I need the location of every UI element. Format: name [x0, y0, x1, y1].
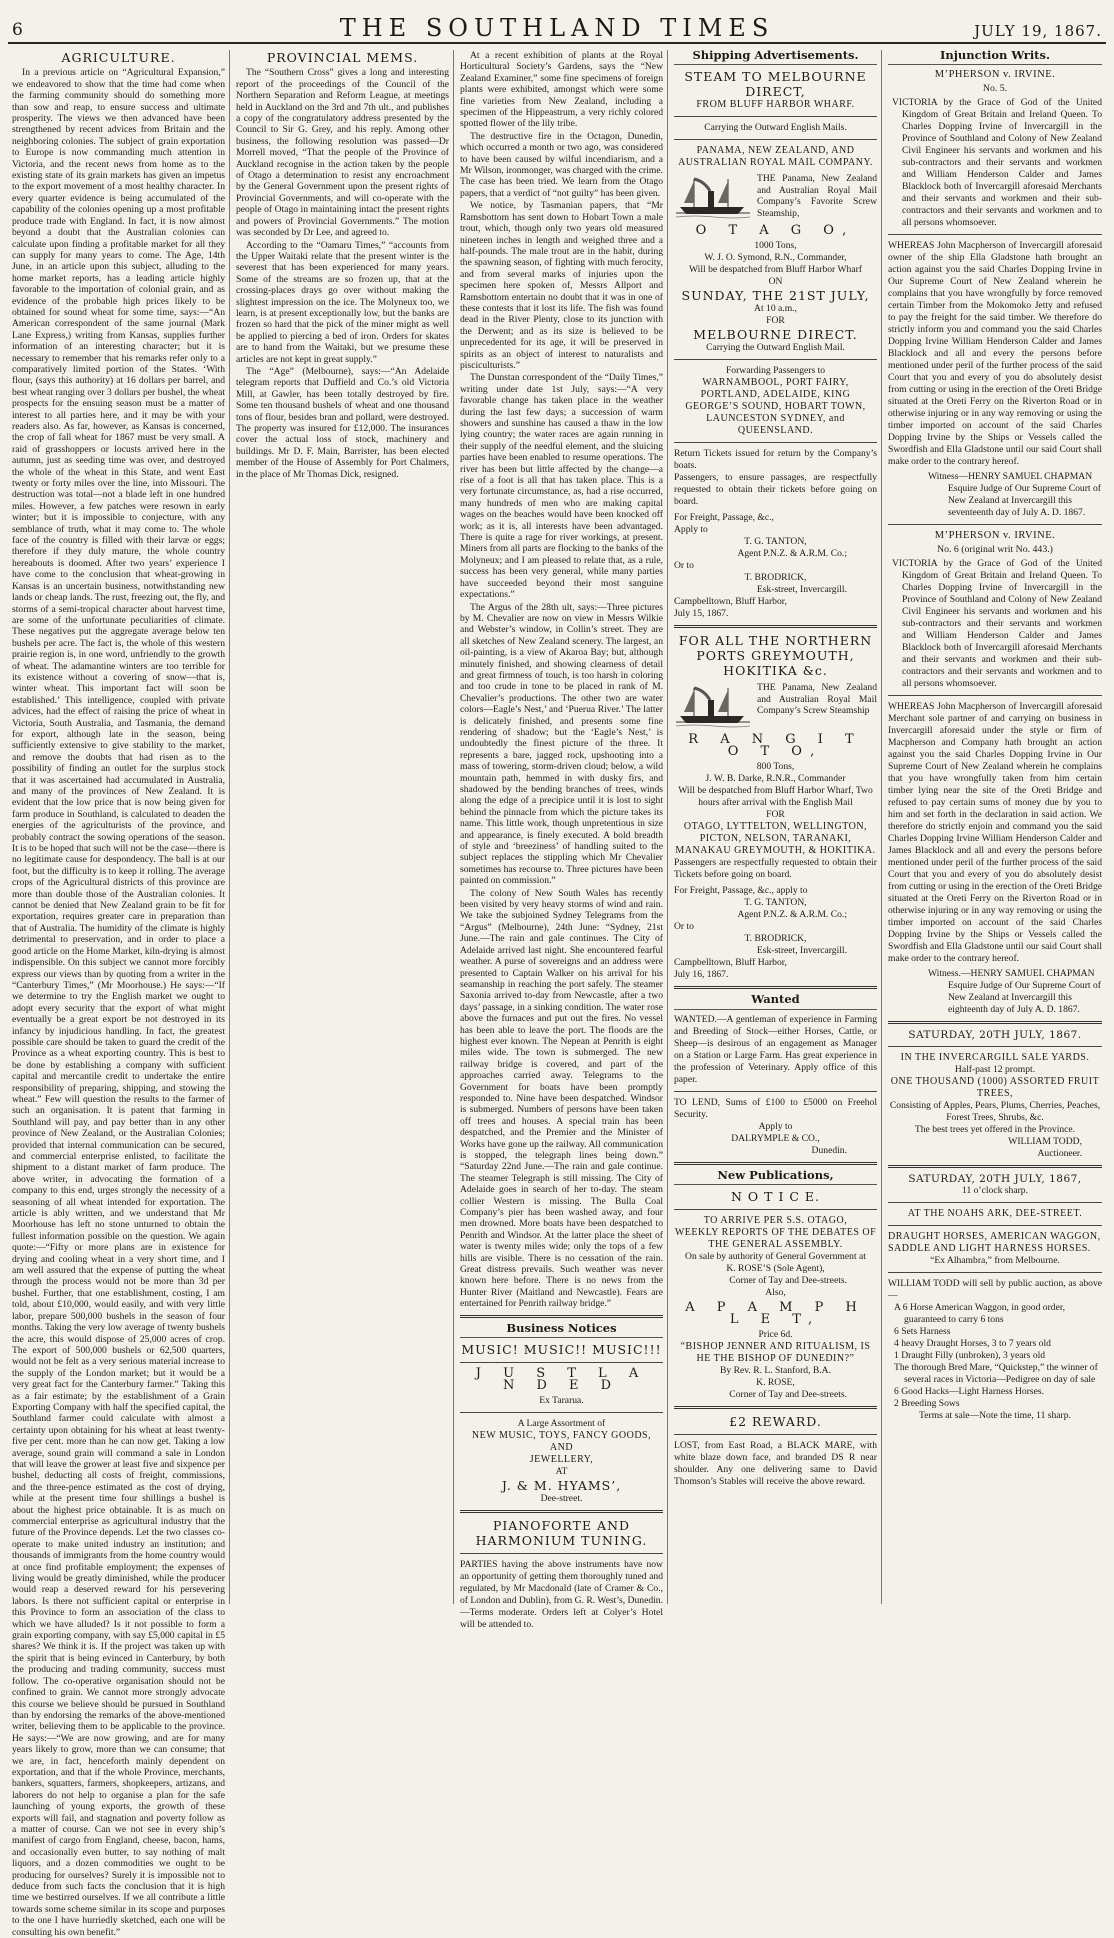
divider	[674, 1434, 877, 1435]
ship2-despatch: Will be despatched from Bluff Harbor Wharf, Two hours after arrival with the English Mail	[678, 785, 873, 809]
divider	[674, 139, 877, 140]
reward-heading: £2 REWARD.	[729, 1414, 822, 1430]
lend-apply: Apply to	[758, 1120, 793, 1132]
divider	[888, 1021, 1102, 1024]
steam-subtitle: FROM BLUFF HARBOR WHARF.	[696, 99, 855, 111]
music-title: MUSIC! MUSIC!! MUSIC!!!	[461, 1342, 662, 1358]
ship2-name: R A N G I T O T O,	[688, 732, 863, 760]
auctioneer-name: WILLIAM TODD,	[1008, 1136, 1082, 1148]
ship1-time: At 10 a.m.,	[754, 303, 797, 315]
publications-advert	[674, 1189, 877, 1401]
for-label: FOR	[766, 315, 785, 327]
divider	[674, 442, 877, 443]
apply-label: Apply to	[674, 524, 708, 536]
wanted-advert	[674, 1014, 877, 1157]
agent1-name: T. G. TANTON,	[744, 897, 807, 909]
provincial-item: The colony of New South Wales has recently been visited by very heavy storms of wind and rain. We take the subjoined Sydney Telegrams from the “Argus” (Melbourne), 24th June: “Sydney, 21st June.—The rain and gale continues. The City of Adelaide arrived last night. She encountered fearful weather. A purse of sovereigns and an address were presented to Captain Walker on his arrival for his seamanship in reaching the port safely. The steamer Saxonia arrived to-day from Newcastle, after a two days’ passage, in a sinking condition. The water rose above the furnaces and put out the fires. No vessel has been able to leave the port. The floods are the highest ever known. The Nepean at Penrith is eight miles wide. The town is submerged. The new railway bridge is covered, and part of the approaches carried away. Telegrams to the Government for boats have been promptly responded to. Nine have been despatched. Windsor is submerged. Numbers of persons have been taken off trees and houses. A special train has been despatched, and the Premier and the Minister of Works have gone up the railway. All communication is stopped, the telegraph lines being down.” “Saturday 22nd June.—The rain and gale continue. The steamer Telegraph is still missing. The City of Adelaide goes in search of her to-day. The steam collier Western is missing. The Bulla Coal Company’s pier has been washed away, and four men drowned. More boats have been despatched to Penrith and Windsor. At the latter place the sheet of water is twenty miles wide; only the tops of a few hills are visible. There is no cessation of the rain. Great distress prevails. Such weather was never known here before. There is no news from the Hunter River (Maitland and Newcastle). Fears are entertained for Penrith railway bridge.”	[460, 887, 663, 1310]
case-title: M’PHERSON v. IRVINE.	[934, 69, 1056, 81]
goods: NEW MUSIC, TOYS, FANCY GOODS, AND	[471, 1430, 652, 1454]
horse-sale	[888, 1173, 1102, 1422]
divider	[460, 1362, 663, 1363]
steamship-icon	[674, 682, 752, 730]
divider	[888, 524, 1102, 525]
publications-heading: New Publications,	[674, 1170, 877, 1185]
ship1-tons: 1000 Tons,	[754, 240, 797, 252]
ship1-carrying: Carrying the Outward English Mail.	[706, 342, 845, 354]
writ-number: No. 5.	[982, 83, 1008, 95]
ship-row	[674, 173, 877, 221]
divider	[674, 359, 877, 360]
divider	[888, 1202, 1102, 1203]
reward-advert	[674, 1414, 877, 1488]
sale1-detail: Consisting of Apples, Pears, Plums, Cherries, Peaches, Forest Trees, Shrubs, &c.	[889, 1100, 1101, 1124]
wanted-body: WANTED.—A gentleman of experience in Farming and Breeding of Stock—either Horses, Cattle, or Sheep—is desirous of an engagement as Manager on a Station or Large Farm. Has great experience in the profession of Veterinary. Apply office of this paper.	[674, 1013, 877, 1085]
passengers-note: Passengers, to ensure passages, are respectfully requested to obtain their tickets before going on board.	[674, 472, 877, 508]
provincial-item: At a recent exhibition of plants at the Royal Horticultural Society’s Gardens, says the “New Zealand Examiner,” some fine specimens of foreign plants were exhibited, amongst which were some fine varieties from New Zealand, including a specimen of the Hippeastrum, a very richly colored spotted flower of the lily tribe.	[460, 50, 663, 130]
assortment: A Large Assortment of	[517, 1418, 606, 1430]
firm-name: J. & M. HYAMS’,	[501, 1478, 622, 1494]
divider	[888, 1165, 1102, 1168]
column-1	[8, 50, 230, 1938]
divider	[674, 625, 877, 628]
ports-list: WARNAMBOOL, PORT FAIRY, PORTLAND, ADELAIDE, KING GEORGE’S SOUND, HOBART TOWN, LAUNCESTON SYDNEY, and QUEENSLAND.	[685, 377, 866, 437]
divider	[460, 1553, 663, 1554]
sale2-intro: WILLIAM TODD will sell by public auction, as above—	[888, 1278, 1102, 1302]
provincial-item: We notice, by Tasmanian papers, that “Mr Ramsbottom has sent down to Hobart Town a male trout, which, though only two years old measured nineteen inches in length and weighed three and a half-pounds. The male trout are in the habit, during the spawning season, of fighting with much ferocity, and from several marks of injuries upon the specimen here spoken of, Messrs Allport and Ramsbottom entertain no doubt that it was in one of these contests that it lost its life. The fish was found dead in the River Plenty, close to its junction with the Derwent; and as its size is believed to be unprecedented for its age, it will be preserved in spirits as an object of interest to naturalists and pisciculturists.”	[460, 200, 663, 371]
writ-address: VICTORIA by the Grace of God of the United Kingdom of Great Britain and Ireland Queen. To Charles Dopping Irvine of Invercargill in the Province of Southland and Colony of New Zealand Civil Engineer his servants and workmen and his sub-contractors and their servants and workmen and William Henderson Calder and James Blacklock both of Invercargill aforesaid Merchants and their servants and workmen and their sub-contractors and their servants and workmen and to all persons whomsoever.	[892, 97, 1102, 229]
company-name: PANAMA, NEW ZEALAND, AND AUSTRALIAN ROYAL MAIL COMPANY.	[678, 145, 873, 169]
divider	[674, 1209, 877, 1210]
ports-list: OTAGO, LYTTELTON, WELLINGTON, PICTON, NELSON, TARANAKI, MANAKAU GREYMOUTH, & HOKITIKA.	[675, 821, 876, 857]
lend-place: Dunedin.	[811, 1144, 847, 1156]
piano-body: PARTIES having the above instruments have now an opportunity of getting them thoroughly tuned and regulated, by Mr Macdonald (late of Cramer & Co., of London and Dublin), from G. R. West’s, Dunedin.—Terms moderate. Orders left at Colyer’s Hotel will be attended to.	[460, 1559, 663, 1631]
agent2-name: T. BRODRICK,	[744, 933, 807, 945]
sale-lot: 4 heavy Draught Horses, 3 to 7 years old	[894, 1338, 1051, 1350]
divider	[674, 986, 877, 989]
northern-ports-advert	[674, 633, 877, 981]
price-line: Price 6d.	[758, 1329, 793, 1341]
agent2-name: T. BRODRICK,	[744, 572, 807, 584]
provincial-item: According to the “Oamaru Times,” “accounts from the Upper Waitaki relate that the present winter is the severest that has been experienced for many years. Some of the streams are so frozen up, that at the crossing-places drays go over without making the slightest impression on the ice. The Molyneux too, we learn, is at present exceptionally low, but the banks are frozen so hard that the pick of the miner might as well be applied to piercing a bed of iron. Orders for skates are to hand from the Waitaki, but we presume these articles are not kept in great supply.”	[236, 239, 449, 365]
writ-6	[888, 530, 1102, 1016]
writ-witness: Witness.—HENRY SAMUEL CHAPMAN Esquire Judge of Our Supreme Court of New Zealand at Invercargill this eighteenth day of July A. D. 1867.	[928, 968, 1101, 1016]
wanted-heading: Wanted	[674, 994, 877, 1009]
fruit-tree-sale	[888, 1029, 1102, 1160]
reports-line: WEEKLY REPORTS OF THE DEBATES OF THE GENERAL ASSEMBLY.	[674, 1227, 877, 1251]
ship1-despatch: Will be despatched from Bluff Harbor Wharf	[689, 264, 862, 276]
writ-witness: Witness—HENRY SAMUEL CHAPMAN Esquire Judge of Our Supreme Court of New Zealand at Invercargill this seventeenth day of July A. D. 1867.	[928, 471, 1101, 519]
reward-body: LOST, from East Road, a BLACK MARE, with white blaze down face, and branded DS R near shoulder. Any one delivering same to David Thomson’s Stables will receive the above reward.	[674, 1440, 877, 1488]
ship1-intro: THE Panama, New Zealand and Australian Royal Mail Company’s Favorite Screw Steamship,	[757, 173, 877, 219]
sale-lot: A 6 Horse American Waggon, in good order, guaranteed to carry 6 tons	[894, 1302, 1066, 1326]
sale1-time: Half-past 12 prompt.	[954, 1064, 1036, 1076]
provincial-item: The destructive fire in the Octagon, Dunedin, which occurred a month or two ago, was considered to have been caused by wilful incendiarism, and a Mr Wilson, ironmonger, was charged with the crime. The case has been tried. We learn from the Otago papers, that a verdict of “not guilty” has been given.	[460, 130, 663, 199]
divider	[888, 1225, 1102, 1226]
agent2-address: Esk-street, Invercargill.	[756, 945, 847, 957]
sale-line: On sale by authority of General Government at	[685, 1251, 866, 1263]
divider	[460, 1510, 663, 1513]
steam-title: STEAM TO MELBOURNE DIRECT,	[684, 69, 867, 100]
music-advert	[460, 1342, 663, 1631]
masthead	[8, 8, 1106, 44]
divider	[888, 234, 1102, 235]
date-label: July 16, 1867.	[674, 969, 729, 981]
sale-lot: 2 Breeding Sows	[894, 1398, 960, 1410]
carrying-mails: Carrying the Outward English Mails.	[704, 122, 847, 134]
seller-name: K. ROSE,	[756, 1377, 795, 1389]
piano-title: PIANOFORTE AND HARMONIUM TUNING.	[475, 1518, 648, 1549]
shipping-heading: Shipping Advertisements.	[674, 50, 877, 65]
jewellery: JEWELLERY,	[529, 1454, 594, 1466]
notice-title: N O T I C E.	[731, 1189, 820, 1205]
ship2-tons: 800 Tons,	[756, 761, 795, 773]
sale2-date: SATURDAY, 20TH JULY, 1867,	[908, 1173, 1082, 1186]
sale2-source: “Ex Alhambra,” from Melbourne.	[930, 1255, 1060, 1267]
also-line: Also,	[765, 1287, 786, 1299]
for-label: FOR	[766, 809, 785, 821]
divider	[674, 1162, 877, 1165]
date-label: July 15, 1867.	[674, 608, 729, 620]
author-line: By Rev. R. L. Stanford, B.A.	[719, 1365, 832, 1377]
sale1-title: ONE THOUSAND (1000) ASSORTED FRUIT TREES,	[890, 1076, 1100, 1100]
divider	[674, 116, 877, 117]
firm-street: Dee-street.	[540, 1493, 583, 1505]
divider	[888, 1046, 1102, 1047]
divider	[888, 695, 1102, 696]
steam-melbourne-advert	[674, 69, 877, 620]
sale2-time: 11 o’clock sharp.	[962, 1185, 1028, 1197]
sale1-date: SATURDAY, 20TH JULY, 1867.	[908, 1029, 1082, 1042]
return-tickets: Return Tickets issued for return by the Company’s boats.	[674, 448, 877, 472]
case-title: M’PHERSON v. IRVINE.	[934, 530, 1056, 542]
sale2-place: AT THE NOAHS ARK, DEE-STREET.	[907, 1208, 1083, 1220]
ex-ship: Ex Tararua.	[539, 1395, 584, 1407]
divider	[674, 1406, 877, 1409]
ship2-commander: J. W. B. Darke, R.N.R., Commander	[705, 773, 846, 785]
writs-heading: Injunction Writs.	[888, 50, 1102, 65]
provincial-item: The Dunstan correspondent of the “Daily Times,” writing under date 1st July, says:—“A very favorable change has taken place in the weather during the last few days; a succession of warm showers and sunshine has caused a thaw in the low lying country; the water races are again running in their supply of the needful element, and the sluicing parties have been enabled to resume operations. The river has been but little affected by the change—a rise of a foot is all that has taken place. This is a very fortunate circumstance, as, had a rise occurred, many hundreds of men who are making capital wages on the beaches would have been knocked off work; as it is, all interests have been advantaged. There is quite a rage for river workings, at present. Miners from all parts are flocking to the banks of the Molyneux; and I am pleased to relate that, as a rule, success has been very general, while many parties have succeeded beyond their most sanguine expectations.”	[460, 372, 664, 601]
divider	[674, 1091, 877, 1092]
provincial-item: The Argus of the 28th ult, says:—Three pictures by M. Chevalier are now on view in Messrs Wilkie and Webster’s window, in Collin’s street. They are all sketches of New Zealand scenery. The largest, an oil-painting, is a view of Akaroa Bay; but, although minutely finished, and showing clearness of detail and great firmness of touch, is too harsh in coloring and too crude in tone to be placed in rank of M. Chevalier’s productions. The other two are water colors—Eagle’s Nest,’ and ‘Puerua River.’ The latter is delicately finished, and presents some fine rendering of shadow; but the ‘Eagle’s Nest,’ is undoubtedly the finest picture of the three. It represents a bare, jagged rock, upshooting into a mass of towering, storm-driven cloud; below, a wild mountain path, hemmed in with dusky firs, and shadowed by the bending branches of trees, winds along the edge of a precipice until it is lost to sight behind the pinnacle from which the picture takes its name. This little work, though unpretentious in size and appearance, is finely executed. A bold breadth of style and ‘breeziness’ of handling suited to the subject replaces the stippling which Mr Chevalier sometimes has recourse to. Three pictures have been painted on commission.”	[460, 601, 663, 887]
sale-lot: 6 Good Hacks—Light Harness Horses.	[894, 1386, 1045, 1398]
freight-label: For Freight, Passage, &c.,	[674, 512, 774, 524]
steamship-icon	[674, 173, 752, 221]
agency-line: K. ROSE’S (Sole Agent),	[726, 1263, 825, 1275]
ship1-destination: MELBOURNE DIRECT.	[693, 327, 858, 343]
ship-row	[674, 682, 877, 730]
on-label: ON	[768, 276, 783, 288]
page-number: 6	[12, 20, 23, 40]
divider	[460, 1315, 663, 1318]
column-2	[232, 50, 454, 1604]
column-3	[456, 50, 668, 1631]
forwarding: Forwarding Passengers to	[725, 365, 826, 377]
sale-lot: The thorough Bred Mare, “Quickstep,” the winner of several races in Victoria—Pedigree on day of sale	[894, 1362, 1098, 1386]
ship1-date: SUNDAY, THE 21ST JULY,	[681, 288, 870, 304]
sale-lot: 1 Draught Filly (unbroken), 3 years old	[894, 1350, 1046, 1362]
sale2-title: DRAUGHT HORSES, AMERICAN WAGGON, SADDLE AND LIGHT HARNESS HORSES.	[888, 1231, 1101, 1255]
just-landed: J U S T L A N D E D	[475, 1366, 648, 1394]
agent2-address: Esk-street, Invercargill.	[756, 584, 847, 596]
provincial-item: The “Age” (Melbourne), says:—“An Adelaide telegram reports that Duffield and Co.’s old Victoria Mill, at Gawler, has been totally destroyed by fire. Some ten thousand bushels of wheat and one thousand tons of flour, besides bran and pollard, were destroyed. The property was insured for £12,000. The insurances cover the actual loss of stock, machinery and buildings. Mr D. F. Main, Barrister, has been elected member of the House of Assembly for Port Chalmers, in the place of Mr Thomas Dick, resigned.	[236, 365, 449, 480]
place-label: Campbelltown, Bluff Harbor,	[674, 957, 787, 969]
column-5	[884, 50, 1106, 1604]
corner-line: Corner of Tay and Dee-streets.	[729, 1275, 847, 1287]
agent1-name: T. G. TANTON,	[744, 536, 807, 548]
writ-whereas: WHEREAS John Macpherson of Invercargill aforesaid Merchant sole partner of and carrying on business in Invercargill aforesaid under the style or firm of Macpherson and Company hath brought an action against you the said Charles Dopping Irvine in Our Supreme Court of New Zealand wherein he complains that you have wrongfully taken from him certain timber lying near the site of the Oreti Bridge and refused to pay certain sums of money due by you to him and set forth in the declaration in said action. We therefore do strictly enjoin and command you the said Charles Dopping Irvine William Henderson Calder and James Blacklock and all and every the persons before mentioned under peril of the further process of the said Court that you and every of you do absolutely desist from cutting or using in the erection of the Oreti Bridge situated at the Oreti Ferry on the Riverton Road or in otherwise injuring or in any way removing or using the timber imported on account of the said Charles Dopping Irvine by the Ships or Vessels called the Swordfish and Ella Gladstone until our said Court shall make order to the contrary hereof.	[888, 701, 1102, 965]
freight-label: For Freight, Passage, &c., apply to	[674, 885, 808, 897]
agent1-title: Agent P.N.Z. & A.R.M. Co.;	[737, 909, 847, 921]
auctioneer-title: Auctioneer.	[1037, 1148, 1082, 1160]
place-label: Campbelltown, Bluff Harbor,	[674, 596, 787, 608]
seller-address: Corner of Tay and Dee-streets.	[729, 1389, 847, 1401]
sale1-note: The best trees yet offered in the Province.	[914, 1124, 1076, 1136]
ship1-name: O T A G O,	[695, 223, 856, 239]
arrive-line: TO ARRIVE PER S.S. OTAGO,	[703, 1215, 848, 1227]
provincial-heading: PROVINCIAL MEMS.	[266, 50, 419, 65]
agriculture-heading: AGRICULTURE.	[61, 50, 176, 65]
or-to-label: Or to	[674, 560, 694, 572]
writ-number: No. 6 (original writ No. 443.)	[937, 544, 1053, 556]
lend-firm: DALRYMPLE & CO.,	[731, 1132, 820, 1144]
ship1-commander: W. J. O. Symond, R.N., Commander,	[704, 252, 847, 264]
writ-whereas: WHEREAS John Macpherson of Invercargill aforesaid owner of the ship Ella Gladstone hath brought an action against you the said Charles Dopping Irvine in Our Supreme Court of New Zealand wherein he complains that you have wrongfully by force removed certain Timber from the Mokomoko Jetty and refused to pay the freight for the said timber. We therefore do strictly inform you and command you the said Charles Dopping Irvine William Henderson Calder and James Blacklock and all and every the persons before mentioned under peril of the further process of the said Court that you and every of you do absolutely desist from cutting or using in the erection of the Oreti Bridge situated at the Oreti Ferry on the Riverton Road or in otherwise injuring or in any way removing or using the timber imported on account of the said Charles Dopping Irvine by the Ships or Vessels called the Swordfish and Ella Gladstone until our said Court shall make order to the contrary hereof.	[888, 240, 1102, 468]
writ-address: VICTORIA by the Grace of God of the United Kingdom of Great Britain and Ireland Queen. To Charles Dopping Irvine of Invercargill in the Province of Southland and Colony of New Zealand Civil Engineer his servants and workmen and his sub-contractors and their servants and workmen and William Henderson Calder and James Blacklock both of Invercargill aforesaid Merchants and their servants and workmen and their sub-contractors and their servants and workmen and to all persons whomsoever.	[892, 558, 1102, 690]
at-label: AT	[555, 1466, 568, 1478]
sale1-place: IN THE INVERCARGILL SALE YARDS.	[900, 1052, 1090, 1064]
divider	[888, 1272, 1102, 1273]
pamphlet-title: “BISHOP JENNER AND RITUALISM, IS HE THE BISHOP OF DUNEDIN?”	[680, 1341, 871, 1365]
agent1-title: Agent P.N.Z. & A.R.M. Co.;	[737, 548, 847, 560]
sale2-terms: Terms at sale—Note the time, 11 sharp.	[919, 1410, 1071, 1422]
column-4	[670, 50, 882, 1604]
ship2-intro: THE Panama, New Zealand and Australian Royal Mail Company’s Screw Steamship	[757, 682, 877, 717]
northern-title: FOR ALL THE NORTHERN PORTS GREYMOUTH, HOKITIKA &c.	[678, 633, 873, 679]
provincial-item: The “Southern Cross” gives a long and interesting report of the proceedings of the Council of the Northern Separation and Reform League, at meetings held in Auckland on the 3rd and 7th ult., and publishes a copy of the congratulatory address presented by the Council to Sir G. Grey, and his reply. Among other business, the following resolution was passed—Dr Morrell moved, “That the people of the Province of Auckland recognise in the action taken by the people of Otago a determination to resist any encroachment by the General Government upon the present rights of Provincial Governments, and will co-operate with the people of Otago in maintaining intact the present rights and powers of Provincial Governments.” The motion was seconded by Dr Lee, and agreed to.	[236, 67, 449, 239]
pamphlet-line: A P A M P H L E T,	[685, 1300, 866, 1328]
writ-5	[888, 69, 1102, 519]
passengers-note: Passengers are respectfully requested to obtain their Tickets before going on board.	[674, 857, 877, 881]
lend-body: TO LEND, Sums of £100 to £5000 on Freehol Security.	[674, 1096, 877, 1120]
paper-name: THE SOUTHLAND TIMES	[339, 14, 775, 42]
or-to-label: Or to	[674, 921, 694, 933]
sale-lot: 6 Sets Harness	[894, 1326, 951, 1338]
issue-date: JULY 19, 1867.	[974, 22, 1102, 40]
business-heading: Business Notices	[460, 1323, 663, 1338]
divider	[460, 1412, 663, 1413]
agriculture-article: In a previous article on “Agricultural Expansion,” we endeavored to show that the time had come when the farming community should do something more than sow and reap, to ensure success and ultimate prosperity. The views we then advanced have been strengthened by recent advices from Britain and the neighboring colonies. The subject of grain exportation to Europe is now commanding much attention in Victoria, and the recent news from home as to the existing state of its grain markets has given an impetus to the export movement of a most healthy character. In every quarter evidence is being accumulated of the capability of the colonies opening up a most profitable produce trade with England. In fact, it is now almost beyond a doubt that the Australian colonies can calculate upon finding a profitable market for all they can supply for many years to come. The Age, 14th June, in an article upon this subject, alluding to the home market reports, has a leading article highly favorable to the importation of colonial grain, and as evidence of the probable high prices likely to be obtained for sound wheat for some time, says:—“An American correspondent of the same journal (Mark Lane Express,) writing from Kansas, supplies further information of an interesting character; but it is necessary to remember that his remarks refer only to a comparatively limited portion of the States. ‘With flour, (says this authority) at 16 dollars per barrel, and best wheat ranging over 3 dollars per bushel, the wheat prospects for the ensuing season must be a matter of interest to all parties here, and it may be with your readers also. As far, however, as Kansas is concerned, the crop of fall wheat for 1867 must be very small. A raid of grasshoppers or locusts arrived here in the autumn, just as seeding time was over, and destroyed the whole of the wheat in this State, and went East twenty or forty miles over the line, into Missouri. The destruction was total—not a blade left in one hundred miles. However, a few patches were resown in early winter; but it is impossible to conjecture, with any semblance of truth, what it may come to. The whole face of the country is filled with their larvæ or eggs; therefore if they duly mature, the whole country hereabouts is doomed. After two years’ experience I have come to the conclusion that wheat-growing in Kansas is an uncertain business, notwithstanding new lands or cheap lands. The rust, freezing out, the fly, and storms of a semi-tropical character about harvest time, are some of the unfortunate peculiarities of climate. These negatives put the aggregate average below ten bushels per acre. The fact is, the whole of this western prairie region is, in one word, unfriendly to the growth of wheat. The adamantine winters are too terrible for its existence without a covering of snow—that is, winter wheat. This important fact will soon be established.’ This intelligence, coupled with private advices, had the effect of raising the price of wheat in Victoria, South Australia, and Tasmania, the demand for export, although late in the season, being sufficiently extensive to give stability to the market, and remove the doubts that had risen as to the possibility of finding an outlet for the surplus stock that it was ascertained had accumulated in Australia, and many of the provinces of New Zealand. It is evident that the low price that is now being given for farm produce in Southland, is calculated to deaden the energies of the agriculturists of the province, and probably contract the sowing operations of the season. It is to be hoped that such will not be the case—there is no legitimate cause for despondency. The ball is at our foot, but the difficulty is to keep it rolling. The average crops of the Agricultural districts of this province are more than double those of the Australian colonies. It cannot be denied that New Zealand grain to be fit for exportation, requires greater care in preparation than that of Australia. The humidity of the climate is highly detrimental to preservation, and in order to place a good article on the Home Market, kiln-drying is almost indispensible. On this subject we cannot more forcibly express our views than by quoting from a writer in the “Canterbury Times,” (Mr Moorhouse.) He says:—“If we determine to try the English market we ought to adopt every security that the export of what might eventually be a great export be not destroyed in its infancy by injudicious handling. In fact, the greatest possible care should be taken to guard the credit of the Province as a wheat exporting country. This is best to be done by establishing a company with sufficient capital and mercantile credit to undertake the entire responsibility of preparing, shipping, and stowing the wheat.” Few will question the results to the farmer of such an organisation. It is patent that farming in Southland will pay, and pay better than in any other province of New Zealand, or the Australian Colonies; provided that internal communication can be secured, and commercial enterprise enlisted, to facilitate the shipment to a distant market of farm produce. The above writer, in advocating the formation of a company to this end, urges strongly the necessity of a seasoning of all wheat intended for exportation. The article is ably written, and we understand that Mr Moorhouse has left no stone unturned to obtain the fullest information possible on the question. We again quote:—“Fifty or more plans are in existence for drying and cooling wheat in a very short time, and I am well assured that the expense of putting the wheat through the process would not be more than 3d per bushel. Further, that one establishment, costing, I am told, about £10,000, would easily, and with very little labor, prepare 500,000 bushels in the season of four months. Taking the very low average of twenty bushels the acre, this would dispose of 25,000 acres of crop. The export of 500,000 bushels or 62,500 quarters, would not be felt as a very serious material increase to the supply of the London market; but it would be a very great fact for the Canterbury farmer.” Taking this as a fair estimate; by the establishment of a Grain Exporting Company with half the specified capital, the Southland farmer could calculate with almost a certainty upon obtaining for his wheat at least twenty-five per cent. more than he can now get. Taking a low average, sound grain will command a sale in London that will leave the grower at least five and sixpence per bushel, deducting all costs of freight, commissions, and the three-pence estimated as the cost of drying, while at the present time four shillings a bushel is about the highest price obtainable. It is as much on commercial enterprise as agricultural industry that the future of the Province depends. Let the two classes co-operate to make united industry an institution; and thousands of immigrants from the home country would at once find profitable employment; the expenses of living would be greatly diminished, while the producer would reap a deserved reward for his persevering labors. Is there not sufficient capital or enterprise in this Province to form an association of the class to which we have alluded? Is it not possible to form a grain exporting company, with say £5,000 capital in £5 shares? We think it is. If the project was taken up with the spirit that is being evinced in Canterbury, by both the producing and trading community, success must follow. The co-operative organisation should not be confined to grain. We cannot more strongly advocate this course we believe should be pursued in Southland than by endorsing the remarks of the above-mentioned writer, believing them to be applicable to the province. He says:—“We are now growing, and are for many years likely to grow, more than we can consume; that we are, in fact, henceforth mainly dependent on exportation, and that if the whole Province, merchants, bankers, squatters, farmers, shopkeepers, artizans, and laborers do not help to organise a plan for the safe launching of young exports, the growth of these exports will fail, and stagnation and poverty follow as a matter of course. Can we not see in every ship’s manifest of cargo from England, cheese, bacon, hams, and occasionally even butter, to say nothing of malt liquors, and a dozen commodities we ought to be producing for ourselves? Surely it is impossible not to deduce from such facts the conclusion that it is high time we bestirred ourselves. If we all contribute a little towards some scheme similar in its scope and purposes to the one I have hurriedly sketched, each one will be consulting his own benefit.”	[12, 67, 225, 1938]
